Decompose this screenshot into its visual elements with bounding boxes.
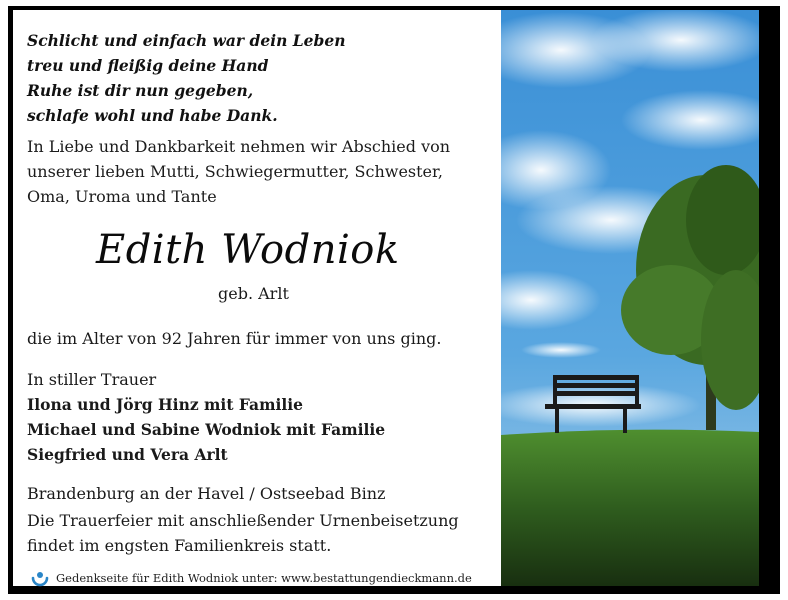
footer bbox=[30, 568, 472, 588]
intro-text bbox=[27, 134, 467, 209]
age-line: die im Alter von 92 Jahren für immer von uns ging. bbox=[27, 329, 442, 348]
memorial-page-link[interactable]: Gedenkseite für Edith Wodniok unter: www.bestattungendieckmann.de bbox=[56, 571, 472, 585]
poem-line: Schlicht und einfach war dein Leben bbox=[27, 31, 346, 50]
mourner-family: Ilona und Jörg Hinz mit Familie bbox=[27, 395, 304, 414]
bench-landscape-image bbox=[501, 10, 759, 586]
poem-line: Ruhe ist dir nun gegeben, bbox=[27, 81, 254, 100]
mourner-family: Michael und Sabine Wodniok mit Familie bbox=[27, 420, 386, 439]
intro-line: Oma, Uroma und Tante bbox=[27, 187, 217, 206]
poem-line: schlafe wohl und habe Dank. bbox=[27, 106, 278, 125]
service-info bbox=[27, 508, 459, 558]
funeral-home-logo-icon bbox=[30, 568, 50, 588]
mourner-family: Siegfried und Vera Arlt bbox=[27, 445, 228, 464]
deceased-name: Edith Wodniok bbox=[96, 227, 400, 273]
intro-line: In Liebe und Dankbarkeit nehmen wir Abschied von bbox=[27, 137, 451, 156]
mourners-intro: In stiller Trauer bbox=[27, 370, 157, 389]
intro-line: unserer lieben Mutti, Schwiegermutter, Schwester, bbox=[27, 162, 443, 181]
service-line: Die Trauerfeier mit anschließender Urnenbeisetzung bbox=[27, 511, 459, 530]
poem bbox=[27, 28, 345, 128]
mourners-block bbox=[27, 367, 385, 467]
birth-name: geb. Arlt bbox=[218, 284, 289, 303]
bench-photo bbox=[501, 10, 759, 586]
poem-line: treu und fleißig deine Hand bbox=[27, 56, 269, 75]
service-line: findet im engsten Familienkreis statt. bbox=[27, 536, 332, 555]
place-line: Brandenburg an der Havel / Ostseebad Binz bbox=[27, 484, 386, 503]
